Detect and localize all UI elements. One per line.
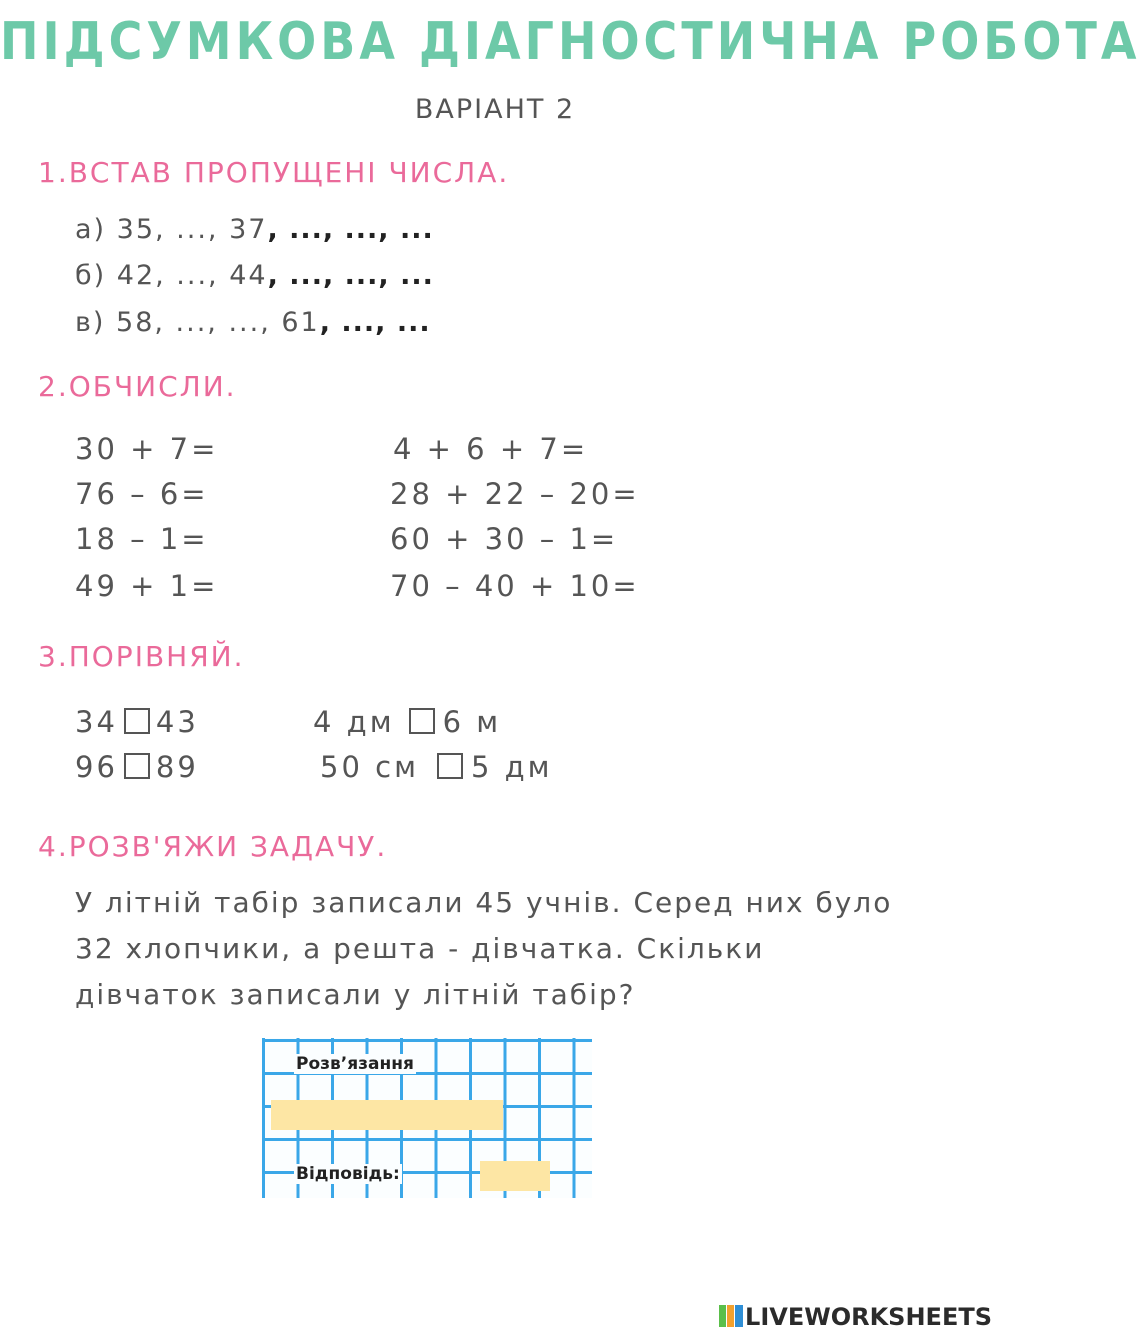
section-4-heading: 4.РОЗВ'ЯЖИ ЗАДАЧУ. [38, 830, 388, 863]
calc-left-4[interactable]: 49 + 1= [75, 569, 219, 603]
problem-text-line-2: 32 хлопчики, а решта - дівчатка. Скільки [75, 932, 765, 965]
compare-box[interactable] [437, 753, 463, 779]
calc-right-1[interactable]: 4 + 6 + 7= [393, 432, 589, 466]
calc-right-4[interactable]: 70 – 40 + 10= [390, 569, 640, 603]
compare-right-value: 89 [155, 750, 199, 784]
sequence-row-c [75, 307, 431, 338]
sequence-label: а) 35, ..., 37 [75, 214, 268, 245]
compare-left-value: 4 дм [313, 705, 395, 739]
compare-left-value: 34 [75, 705, 118, 739]
sequence-row-a [75, 214, 434, 245]
problem-text-line-3: дівчаток записали у літній табір? [75, 978, 636, 1011]
compare-left-value: 50 см [320, 750, 419, 784]
sequence-label: в) 58, ..., ..., 61 [75, 307, 320, 338]
page-title: ПІДСУМКОВА ДІАГНОСТИЧНА РОБОТА [0, 10, 1140, 72]
sequence-blanks[interactable]: , ..., ..., ... [267, 214, 434, 245]
calc-left-1[interactable]: 30 + 7= [75, 432, 219, 466]
calc-right-2[interactable]: 28 + 22 – 20= [390, 477, 640, 511]
section-1-heading: 1.ВСТАВ ПРОПУЩЕНІ ЧИСЛА. [38, 156, 510, 189]
compare-row-2-a [75, 750, 199, 784]
compare-box[interactable] [409, 708, 435, 734]
calc-right-3[interactable]: 60 + 30 – 1= [390, 522, 619, 556]
compare-right-value: 5 дм [470, 750, 553, 784]
liveworksheets-icon [719, 1305, 743, 1327]
sequence-blanks[interactable]: , ..., ..., ... [267, 260, 434, 291]
section-3-heading: 3.ПОРІВНЯЙ. [38, 640, 245, 673]
problem-text-line-1: У літній табір записали 45 учнів. Серед них було [75, 886, 893, 919]
liveworksheets-logo[interactable] [719, 1303, 992, 1331]
answer-input[interactable] [480, 1161, 550, 1191]
solution-input[interactable] [271, 1100, 503, 1130]
compare-row-1-b [313, 705, 501, 739]
compare-row-1-a [75, 705, 199, 739]
compare-row-2-b [320, 750, 553, 784]
sequence-blanks[interactable]: , ..., ... [319, 307, 431, 338]
logo-text: LIVEWORKSHEETS [745, 1303, 992, 1331]
calc-left-2[interactable]: 76 – 6= [75, 477, 209, 511]
compare-right-value: 43 [155, 705, 199, 739]
compare-right-value: 6 м [442, 705, 502, 739]
solution-label: Розв’язання [296, 1054, 414, 1074]
sequence-row-b [75, 260, 434, 291]
compare-box[interactable] [124, 708, 150, 734]
answer-label: Відповідь: [296, 1164, 400, 1184]
calc-left-3[interactable]: 18 – 1= [75, 522, 209, 556]
section-2-heading: 2.ОБЧИСЛИ. [38, 370, 237, 403]
variant-label: ВАРІАНТ 2 [414, 94, 576, 125]
compare-box[interactable] [124, 753, 150, 779]
compare-left-value: 96 [75, 750, 118, 784]
sequence-label: б) 42, ..., 44 [75, 260, 268, 291]
